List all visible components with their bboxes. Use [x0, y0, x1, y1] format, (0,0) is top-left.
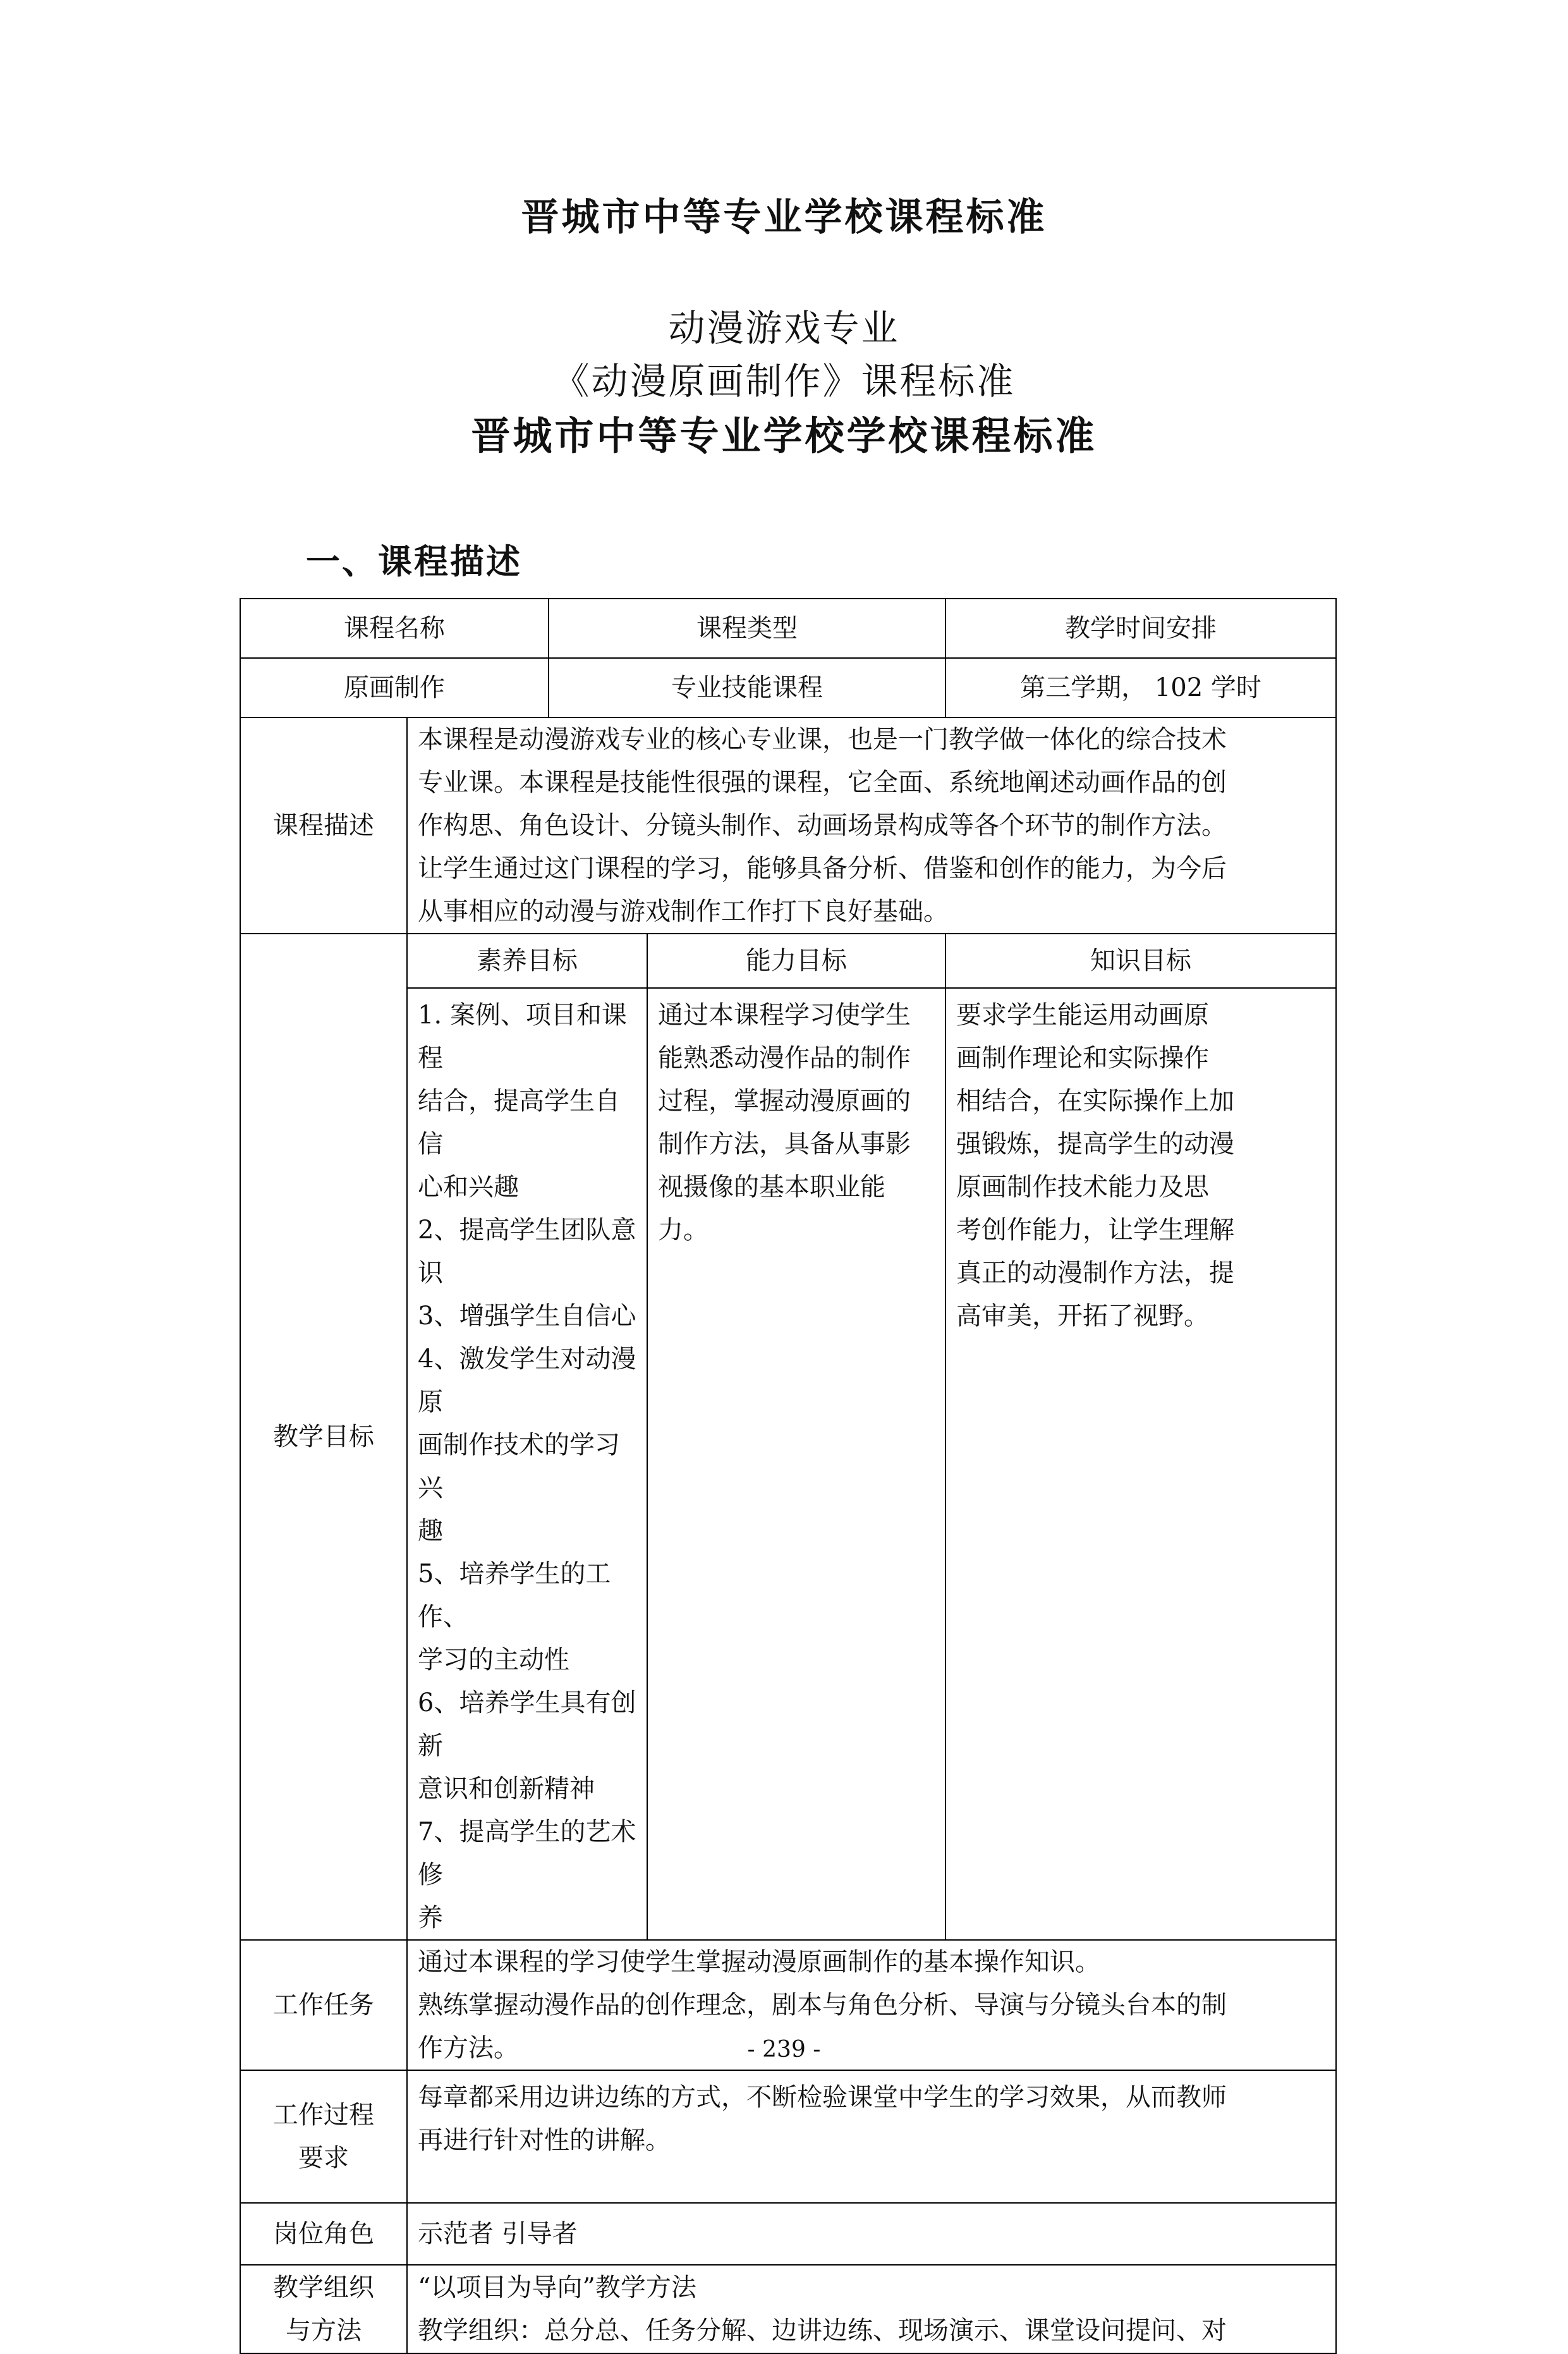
- course-description-table: [240, 598, 1335, 2354]
- major-name: 动漫游戏专业: [668, 307, 900, 350]
- header-schedule: 教学时间安排: [945, 599, 1336, 658]
- value-schedule: 第三学期， 102 学时: [945, 658, 1336, 717]
- role-label: 岗位角色: [240, 2203, 407, 2265]
- description-row: [240, 717, 1336, 934]
- document-title: 晋城市中等专业学校课程标准: [521, 195, 1047, 240]
- header-course-type: 课程类型: [549, 599, 945, 658]
- process-row: [240, 2070, 1336, 2203]
- process-text: 每章都采用边讲边练的方式，不断检验课堂中学生的学习效果，从而教师 再进行针对性的讲解。: [407, 2070, 1336, 2203]
- course-standard-title: 《动漫原画制作》课程标准: [552, 360, 1016, 403]
- method-label: 教学组织 与方法: [240, 2265, 407, 2353]
- method-text: “以项目为导向”教学方法 教学组织：总分总、任务分解、边讲边练、现场演示、课堂设问提问、对: [407, 2265, 1336, 2353]
- header-literacy-goal: 素养目标: [407, 934, 647, 988]
- process-label: 工作过程 要求: [240, 2070, 407, 2203]
- page-number: - 239 -: [747, 2037, 821, 2063]
- header-course-name: 课程名称: [240, 599, 549, 658]
- value-course-type: 专业技能课程: [549, 658, 945, 717]
- description-text: 本课程是动漫游戏专业的核心专业课，也是一门教学做一体化的综合技术 专业课。本课程是技能性很强的课程，它全面、系统地阐述动画作品的创 作构思、角色设计、分镜头制作、动画场景构成等各个环节的制作方法。 让学生通过这门课程的学习，能够具备分析、借鉴和创作的能力，为今后 从事相应的动漫与游戏制作工作打下良好基础。: [407, 717, 1336, 934]
- value-course-name: 原画制作: [240, 658, 549, 717]
- school-standard-title: 晋城市中等专业学校学校课程标准: [471, 413, 1097, 459]
- goals-header-row: [240, 934, 1336, 988]
- description-label: 课程描述: [240, 717, 407, 934]
- header-ability-goal: 能力目标: [647, 934, 945, 988]
- knowledge-goals: 要求学生能运用动画原 画制作理论和实际操作 相结合，在实际操作上加 强锻炼，提高学生的动漫 原画制作技术能力及思 考创作能力，让学生理解 真正的动漫制作方法，提 高审美，开拓了视野。: [945, 988, 1336, 1940]
- goals-label: 教学目标: [240, 934, 407, 1940]
- task-label: 工作任务: [240, 1940, 407, 2070]
- ability-goals: 通过本课程学习使学生 能熟悉动漫作品的制作 过程，掌握动漫原画的 制作方法，具备从事影 视摄像的基本职业能 力。: [647, 988, 945, 1940]
- role-row: [240, 2203, 1336, 2265]
- info-value-row: [240, 658, 1336, 717]
- role-value: 示范者 引导者: [407, 2203, 1336, 2265]
- task-text: 通过本课程的学习使学生掌握动漫原画制作的基本操作知识。 熟练掌握动漫作品的创作理念，剧本与角色分析、导演与分镜头台本的制 作方法。: [407, 1940, 1336, 2070]
- method-row: [240, 2265, 1336, 2353]
- section-heading: 一、课程描述: [306, 541, 522, 582]
- literacy-goals: 1. 案例、项目和课程 结合，提高学生自信 心和兴趣 2、提高学生团队意识 3、增强学生自信心 4、激发学生对动漫原 画制作技术的学习兴 趣 5、培养学生的工作、 学习的主动性 6、培养学生具有创新 意识和创新精神 7、提高学生的艺术修 养: [407, 988, 647, 1940]
- info-header-row: [240, 599, 1336, 658]
- header-knowledge-goal: 知识目标: [945, 934, 1336, 988]
